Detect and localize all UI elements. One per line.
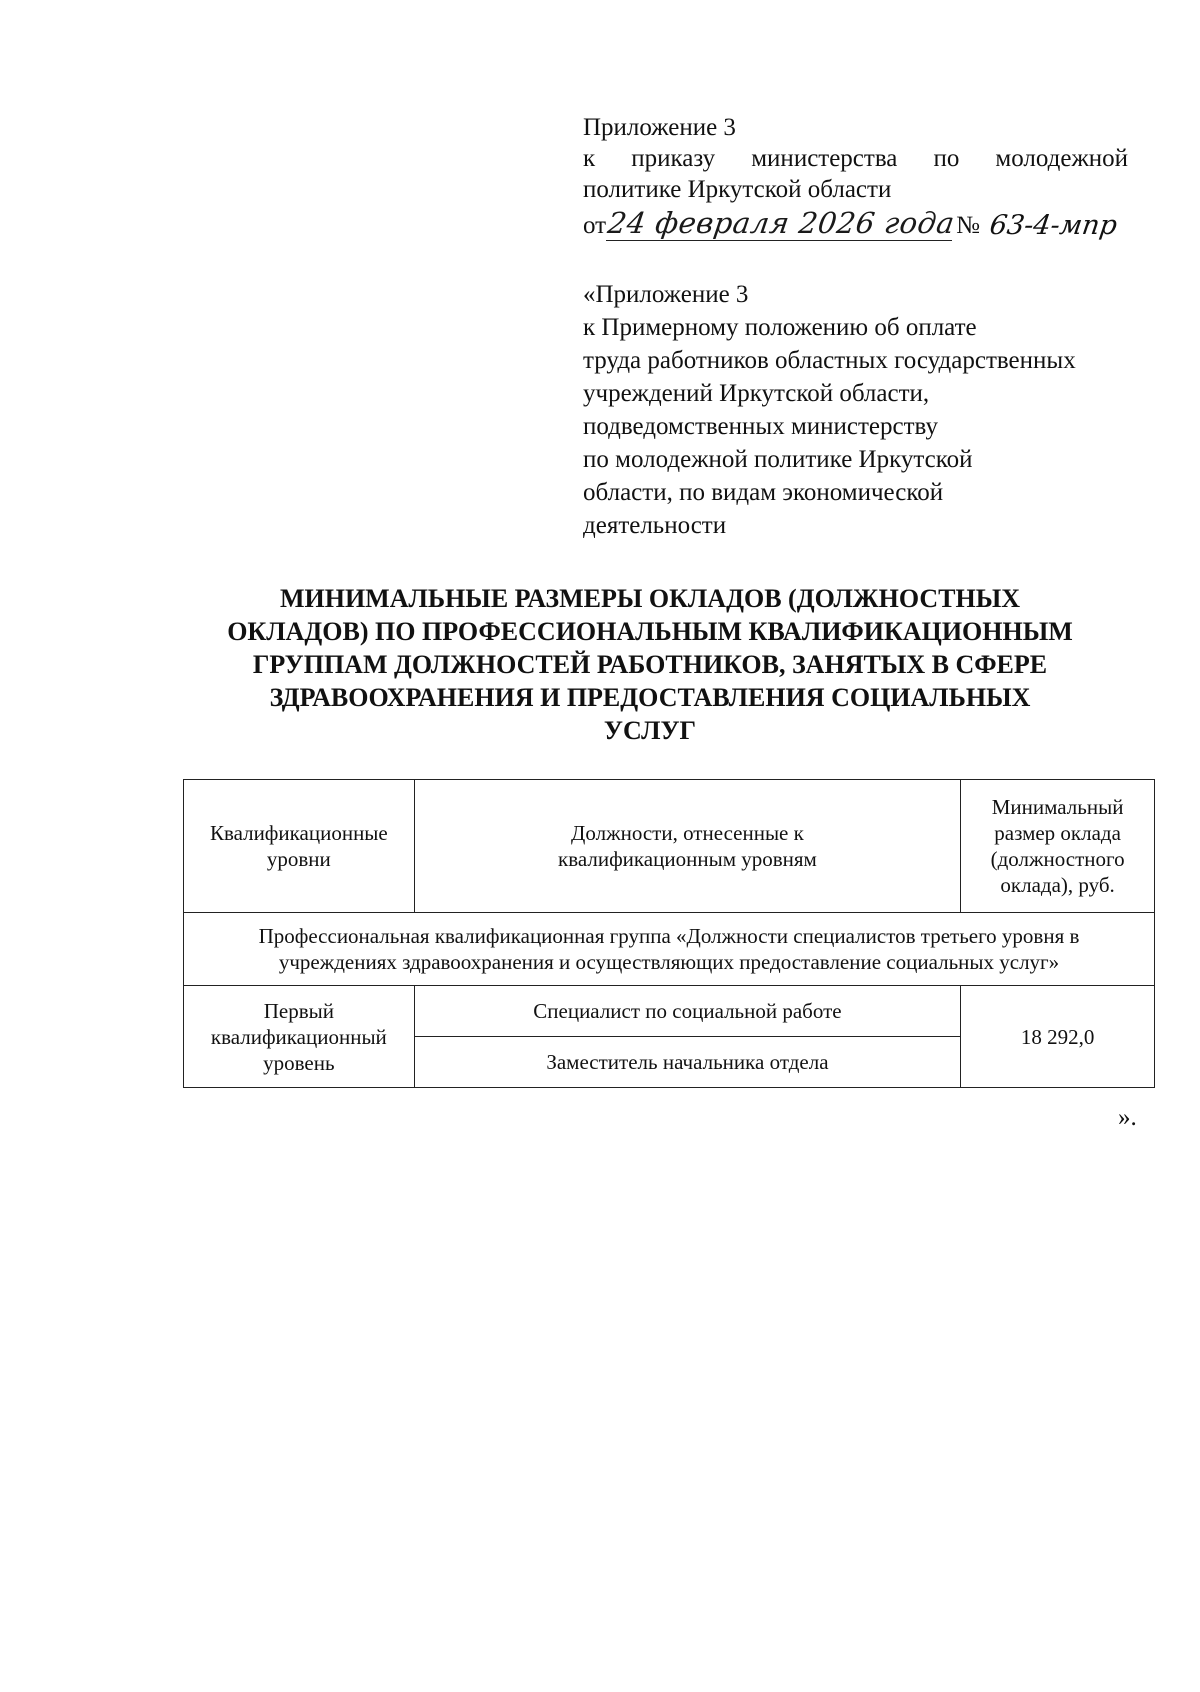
- title-line: ГРУППАМ ДОЛЖНОСТЕЙ РАБОТНИКОВ, ЗАНЯТЫХ В СФЕРЕ: [252, 650, 1048, 679]
- header-salary-cell: Минимальный размер оклада (должностного оклада), руб.: [961, 780, 1155, 913]
- document-title: [170, 582, 1130, 747]
- header-annex-number: Приложение 3: [583, 114, 736, 141]
- handwritten-order-number: 63-4-мпр: [987, 210, 1119, 241]
- group-title-cell: Профессиональная квалификационная группа «Должности специалистов третьего уровня в учреждениях здравоохранения и осуществляющих предоставление социальных услуг»: [184, 913, 1155, 986]
- handwritten-date: 24 февраля 2026 года: [605, 206, 957, 240]
- annex-line: учреждений Иркутской области,: [583, 380, 930, 407]
- salary-cell: 18 292,0: [961, 986, 1155, 1088]
- table-group-row: [184, 913, 1155, 986]
- annex-line: «Приложение 3: [583, 281, 749, 308]
- order-from-prefix: от: [583, 212, 607, 239]
- header-order-ref: к приказу министерства по молодежной: [583, 145, 1128, 172]
- annex-line: по молодежной политике Иркутской: [583, 446, 973, 473]
- annex-line: труда работников областных государственных: [583, 347, 1076, 374]
- title-line: ОКЛАДОВ) ПО ПРОФЕССИОНАЛЬНЫМ КВАЛИФИКАЦИОННЫМ: [227, 617, 1073, 646]
- order-number-sign: №: [956, 212, 980, 239]
- order-date-line: [583, 207, 1128, 241]
- order-date-field: [605, 206, 957, 241]
- annex-reference: [583, 278, 1143, 542]
- title-line: МИНИМАЛЬНЫЕ РАЗМЕРЫ ОКЛАДОВ (ДОЛЖНОСТНЫХ: [279, 584, 1021, 613]
- position-cell: Специалист по социальной работе: [414, 986, 961, 1037]
- header-level-cell: Квалификационные уровни: [184, 780, 415, 913]
- table-header-row: [184, 780, 1155, 913]
- table-row: [184, 986, 1155, 1037]
- annex-line: деятельности: [583, 512, 727, 539]
- header-ministry: политике Иркутской области: [583, 176, 892, 203]
- header-positions-cell: Должности, отнесенные к квалификационным уровням: [414, 780, 961, 913]
- closing-quote: ».: [1118, 1104, 1137, 1131]
- level-name-cell: Первый квалификационный уровень: [184, 986, 415, 1088]
- title-line: УСЛУГ: [603, 716, 697, 745]
- salary-table: [183, 779, 1155, 1088]
- approval-header: [583, 112, 1128, 241]
- annex-line: подведомственных министерству: [583, 413, 938, 440]
- annex-line: области, по видам экономической: [583, 479, 944, 506]
- position-cell: Заместитель начальника отдела: [414, 1037, 961, 1088]
- annex-line: к Примерному положению об оплате: [583, 314, 977, 341]
- title-line: ЗДРАВООХРАНЕНИЯ И ПРЕДОСТАВЛЕНИЯ СОЦИАЛЬНЫХ: [269, 683, 1031, 712]
